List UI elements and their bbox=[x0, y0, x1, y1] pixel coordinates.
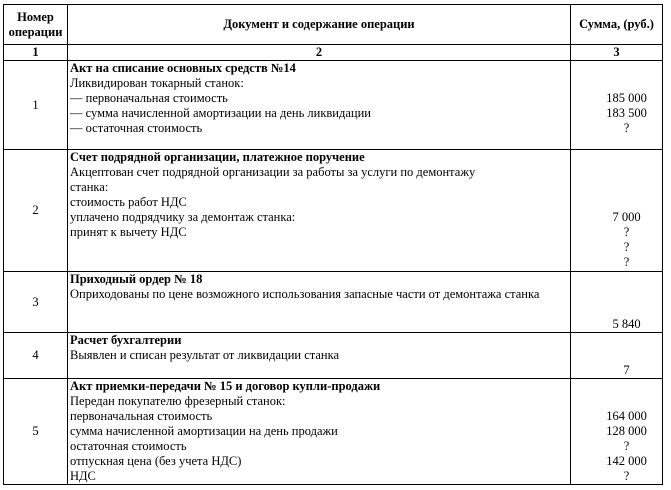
sum-value: ? bbox=[623, 439, 630, 453]
op-line: принят к вычету НДС bbox=[70, 225, 187, 239]
op-line: уплачено подрядчику за демонтаж станка: bbox=[70, 210, 296, 224]
sum-value bbox=[573, 76, 660, 91]
table-row bbox=[4, 333, 663, 379]
sum-value: ? bbox=[623, 225, 630, 239]
header-document: Документ и содержание операции bbox=[68, 5, 571, 45]
op-line: стоимость работ НДС bbox=[70, 195, 187, 209]
op-description bbox=[68, 333, 571, 379]
sum-value bbox=[573, 287, 660, 302]
sum-value: ? bbox=[623, 255, 630, 269]
sum-value: 7 000 bbox=[612, 210, 641, 224]
sum-value bbox=[573, 150, 660, 165]
op-sums bbox=[571, 379, 663, 485]
sum-value bbox=[573, 180, 660, 195]
sum-value: 5 840 bbox=[612, 317, 641, 331]
op-title: Счет подрядной организации, платежное поручение bbox=[70, 150, 365, 164]
col-number: 3 bbox=[571, 45, 663, 61]
operations-table bbox=[3, 4, 663, 485]
op-number: 3 bbox=[4, 272, 68, 333]
sum-value: 128 000 bbox=[606, 424, 647, 438]
sum-value bbox=[573, 333, 660, 348]
table-row bbox=[4, 272, 663, 333]
op-sums bbox=[571, 272, 663, 333]
op-line: — сумма начисленной амортизации на день ликвидации bbox=[70, 106, 371, 120]
col-number: 1 bbox=[4, 45, 68, 61]
sum-value bbox=[573, 272, 660, 287]
op-line: отпускная цена (без учета НДС) bbox=[70, 454, 242, 468]
header-op-number: Номер операции bbox=[4, 5, 68, 45]
op-line: — остаточная стоимость bbox=[70, 121, 203, 135]
sum-value bbox=[573, 394, 660, 409]
op-line: остаточная стоимость bbox=[70, 439, 187, 453]
sum-value: 185 000 bbox=[606, 91, 647, 105]
col-number: 2 bbox=[68, 45, 571, 61]
sum-value: 142 000 bbox=[606, 454, 647, 468]
op-number: 4 bbox=[4, 333, 68, 379]
op-title: Приходный ордер № 18 bbox=[70, 272, 203, 286]
op-number: 2 bbox=[4, 150, 68, 272]
op-line: — первоначальная стоимость bbox=[70, 91, 228, 105]
op-line: Выявлен и списан результат от ликвидации станка bbox=[70, 348, 340, 362]
sum-value bbox=[573, 348, 660, 363]
sum-value: ? bbox=[623, 121, 630, 135]
sum-value: ? bbox=[623, 240, 630, 254]
header-row bbox=[4, 5, 663, 45]
op-title: Акт на списание основных средств №14 bbox=[70, 61, 296, 75]
sum-value bbox=[573, 195, 660, 210]
sum-value bbox=[573, 165, 660, 180]
op-description bbox=[68, 61, 571, 150]
op-line: сумма начисленной амортизации на день продажи bbox=[70, 424, 338, 438]
op-title: Расчет бухгалтерии bbox=[70, 333, 182, 347]
op-line: Передан покупателю фрезерный станок: bbox=[70, 394, 286, 408]
table-row bbox=[4, 379, 663, 485]
op-line: Акцептован счет подрядной организации за работы за услуги по демонтажу bbox=[70, 165, 476, 179]
op-description bbox=[68, 379, 571, 485]
header-sum: Сумма, (руб.) bbox=[571, 5, 663, 45]
column-number-row bbox=[4, 45, 663, 61]
op-sums bbox=[571, 150, 663, 272]
sum-value: 183 500 bbox=[606, 106, 647, 120]
op-line: Ликвидирован токарный станок: bbox=[70, 76, 244, 90]
sum-value: 164 000 bbox=[606, 409, 647, 423]
op-number: 5 bbox=[4, 379, 68, 485]
op-line: НДС bbox=[70, 469, 96, 483]
op-description bbox=[68, 150, 571, 272]
sum-value bbox=[573, 379, 660, 394]
sum-value: ? bbox=[623, 469, 630, 483]
table-row bbox=[4, 61, 663, 150]
op-sums bbox=[571, 333, 663, 379]
sum-value bbox=[573, 302, 660, 317]
sum-value: 7 bbox=[623, 363, 630, 377]
op-description bbox=[68, 272, 571, 333]
op-title: Акт приемки-передачи № 15 и договор купли-продажи bbox=[70, 379, 381, 393]
op-number: 1 bbox=[4, 61, 68, 150]
op-line: первоначальная стоимость bbox=[70, 409, 213, 423]
op-line: станка: bbox=[70, 180, 109, 194]
sum-value bbox=[573, 61, 660, 76]
op-line: Оприходованы по цене возможного использования запасные части от демонтажа станка bbox=[70, 287, 540, 301]
table-row bbox=[4, 150, 663, 272]
op-sums bbox=[571, 61, 663, 150]
